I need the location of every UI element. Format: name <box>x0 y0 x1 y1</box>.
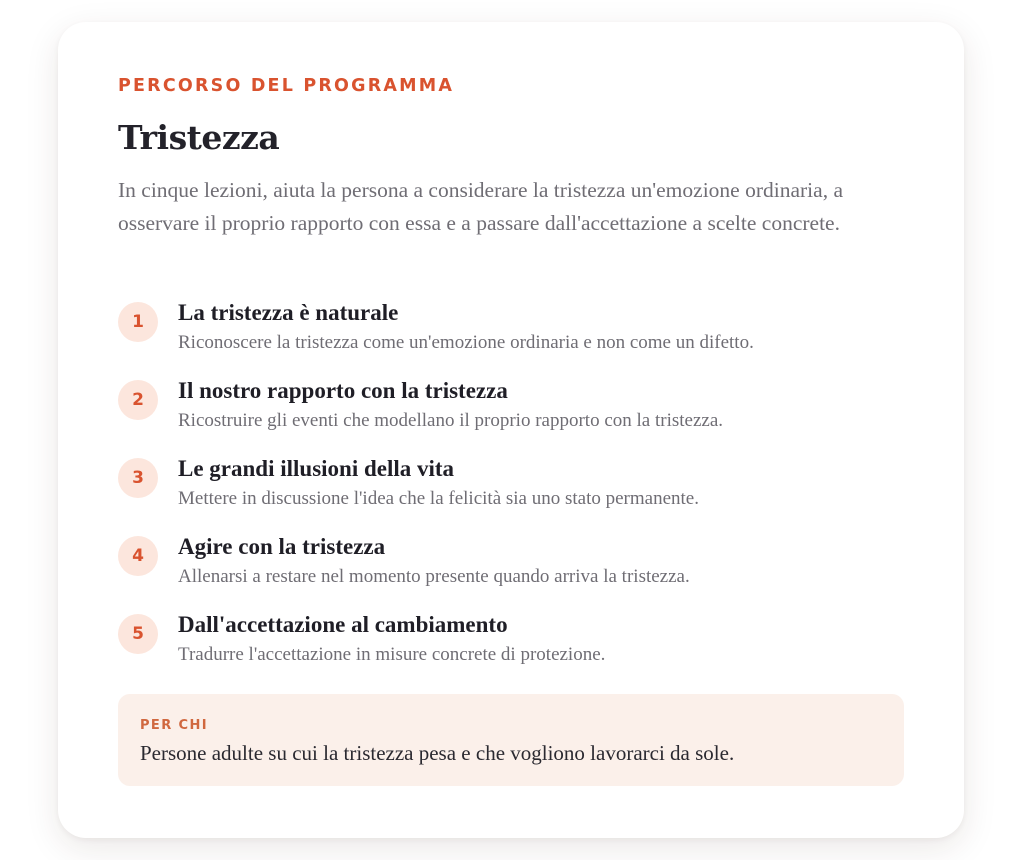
lesson-title: Le grandi illusioni della vita <box>178 456 455 481</box>
audience-callout <box>118 694 904 786</box>
lesson-description: Mettere in discussione l'idea che la felicità sia uno stato permanente. <box>178 488 699 509</box>
lesson-item <box>118 454 908 532</box>
lesson-title: Agire con la tristezza <box>178 534 386 559</box>
program-title: Tristezza <box>118 118 280 157</box>
lesson-description: Ricostruire gli eventi che modellano il proprio rapporto con la tristezza. <box>178 410 724 431</box>
lesson-title: Il nostro rapporto con la tristezza <box>178 378 508 403</box>
lesson-title: La tristezza è naturale <box>178 300 399 325</box>
lesson-item <box>118 376 908 454</box>
lesson-number-badge: 3 <box>118 458 158 498</box>
lesson-description: Tradurre l'accettazione in misure concrete di protezione. <box>178 644 606 665</box>
lesson-item <box>118 610 908 688</box>
lesson-number-badge: 2 <box>118 380 158 420</box>
lesson-list <box>118 298 908 688</box>
lesson-number-badge: 5 <box>118 614 158 654</box>
lesson-title: Dall'accettazione al cambiamento <box>178 612 508 637</box>
audience-text: Persone adulte su cui la tristezza pesa e che vogliono lavorarci da sole. <box>140 741 735 765</box>
program-card <box>58 22 964 838</box>
lesson-item <box>118 298 908 376</box>
lesson-number-badge: 4 <box>118 536 158 576</box>
audience-label: PER CHI <box>140 718 209 733</box>
lesson-item <box>118 532 908 610</box>
lesson-number-badge: 1 <box>118 302 158 342</box>
lesson-description: Riconoscere la tristezza come un'emozione ordinaria e non come un difetto. <box>178 332 754 353</box>
section-eyebrow: PERCORSO DEL PROGRAMMA <box>118 76 455 96</box>
program-intro: In cinque lezioni, aiuta la persona a considerare la tristezza un'emozione ordinaria, a osservare il proprio rapporto con essa e a passare dall'accettazione a scelte concrete. <box>118 178 843 235</box>
lesson-description: Allenarsi a restare nel momento presente quando arriva la tristezza. <box>178 566 690 587</box>
